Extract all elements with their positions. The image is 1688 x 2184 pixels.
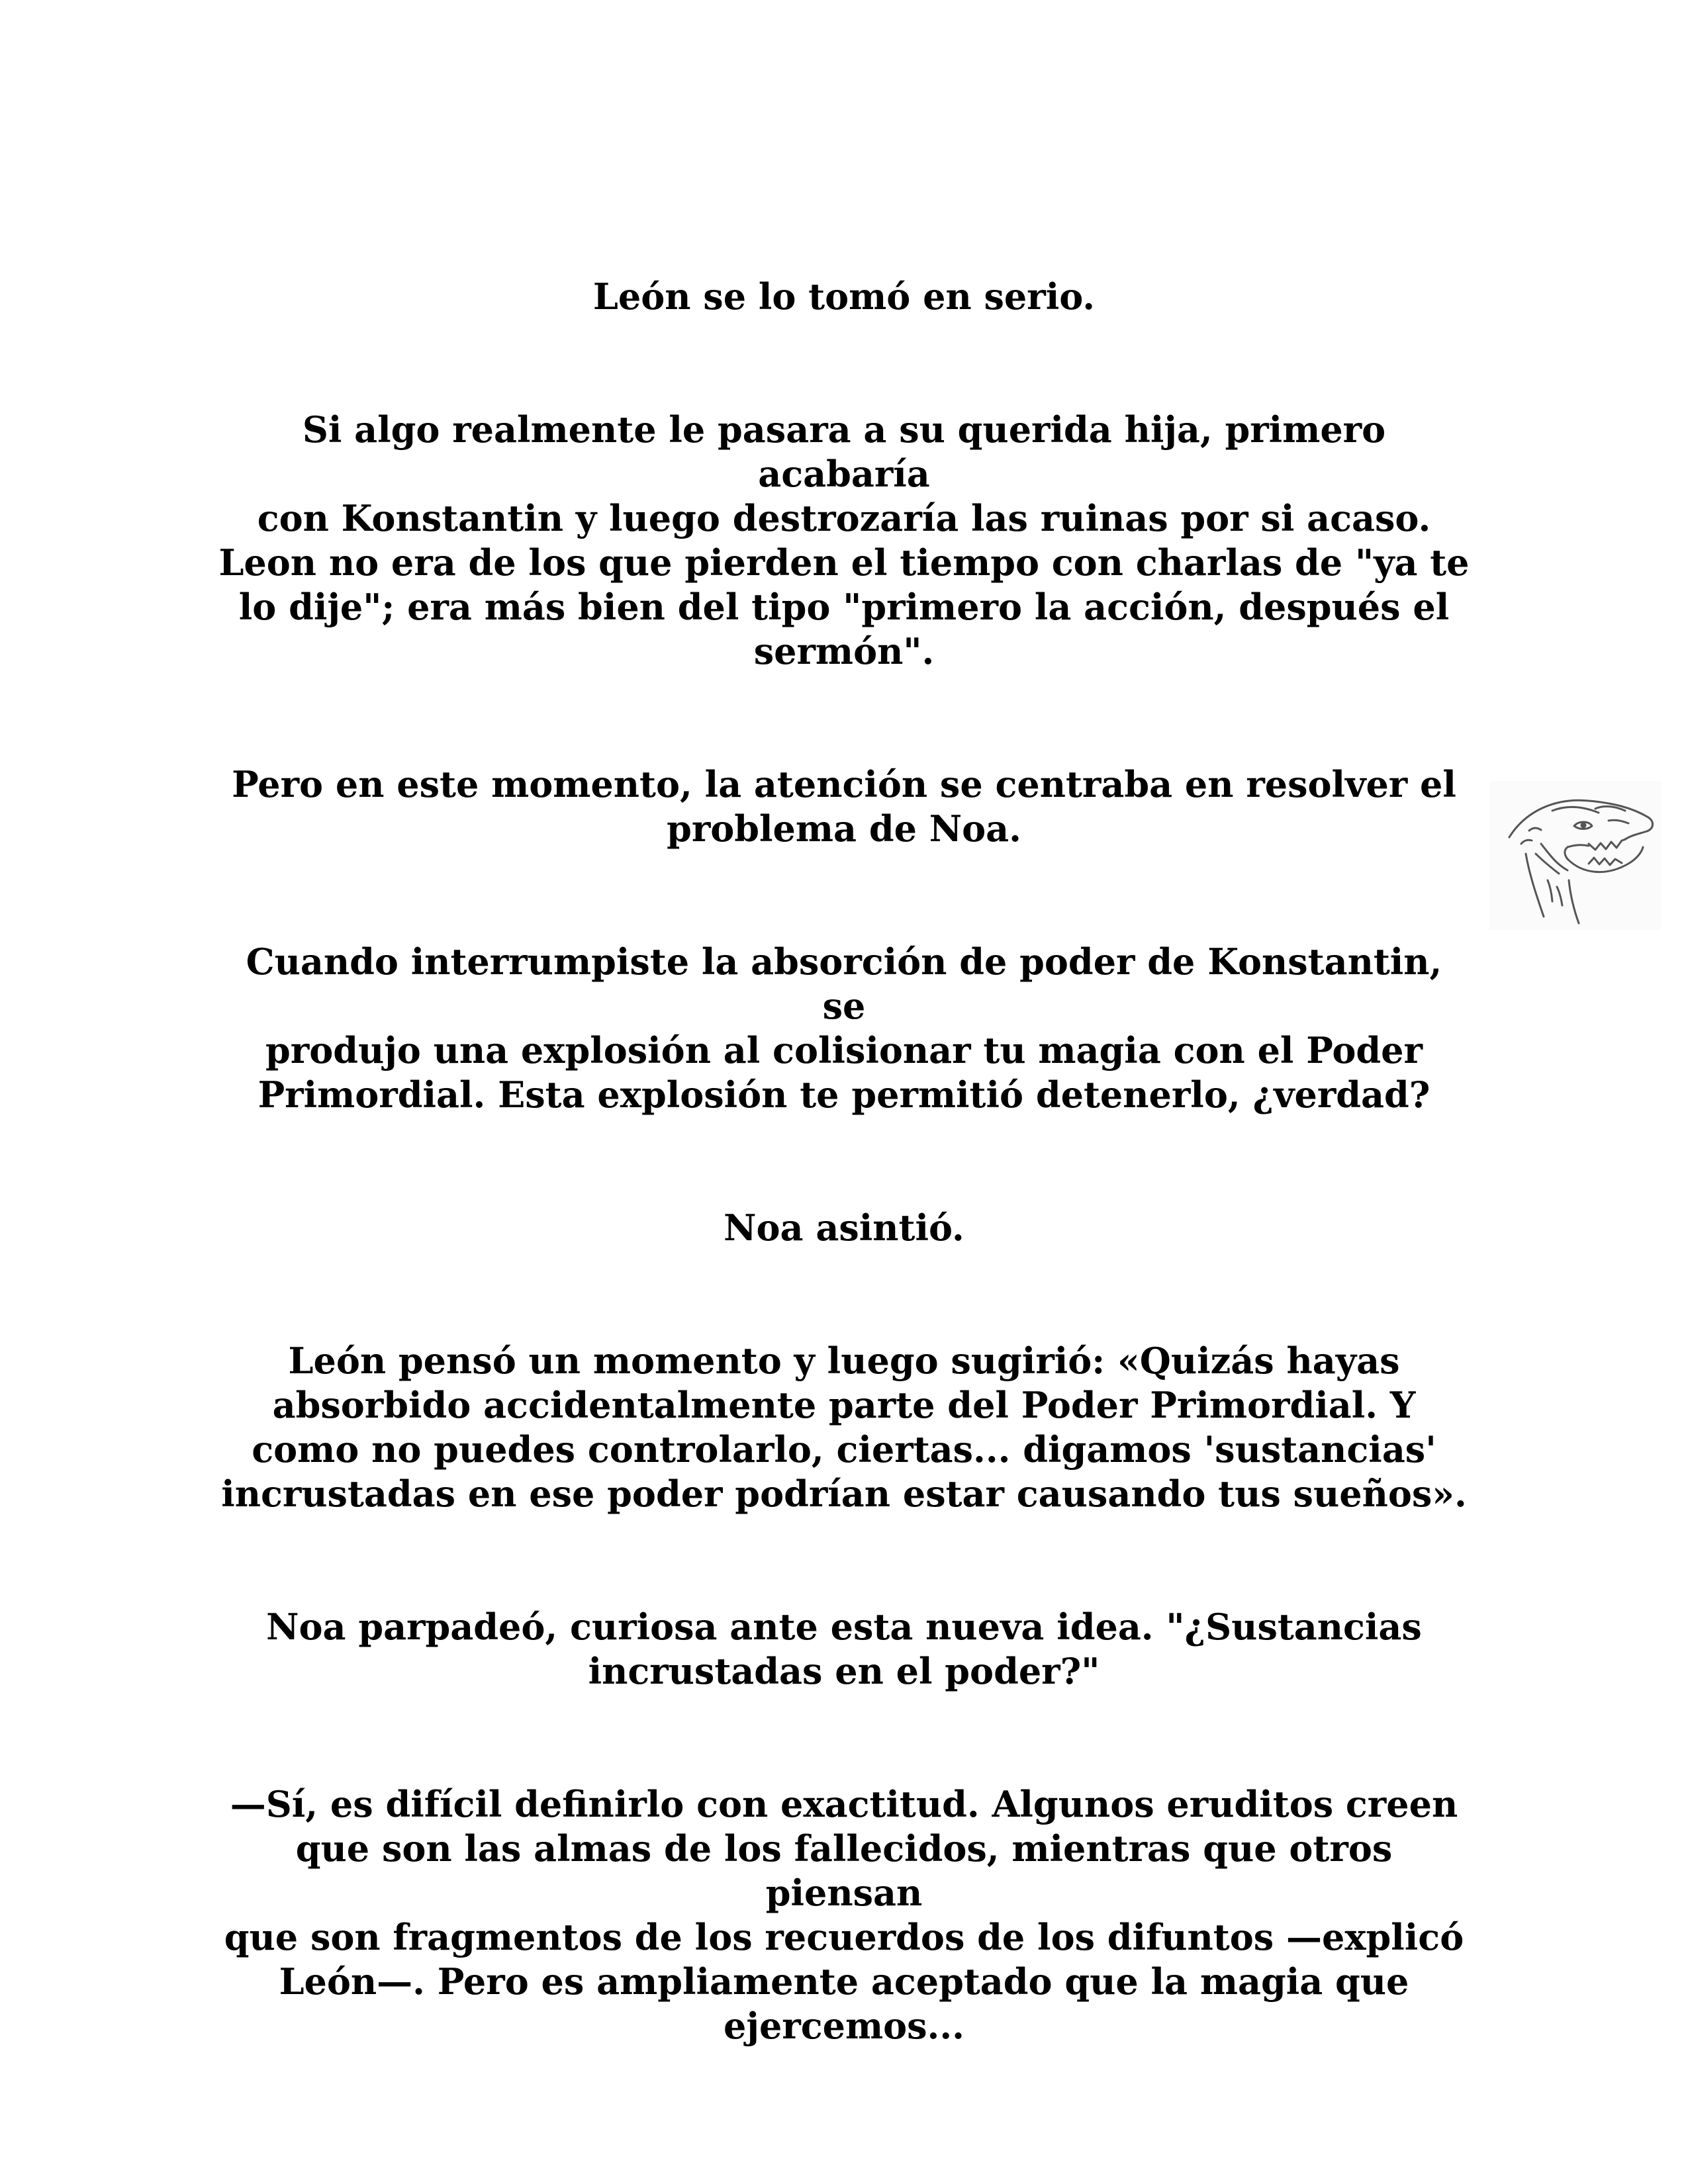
paragraph-6: León pensó un momento y luego sugirió: «Quizás hayas absorbido accidentalmente parte del Poder Primordial. Y como no puedes controlarlo, ciertas... digamos 'sustancias' incrustadas en ese poder podrían estar causando tus sueños».: [221, 1340, 1467, 1515]
story-text: [218, 275, 1470, 2048]
paragraph-2: Si algo realmente le pasara a su querida hija, primero acabaría con Konstantin y luego destrozaría las ruinas por si acaso. Leon no era de los que pierden el tiempo con charlas de "ya te lo dije"; era más bien del tipo "primero la acción, después el sermón".: [218, 408, 1470, 672]
paragraph-5: Noa asintió.: [724, 1206, 964, 1249]
paragraph-1: León se lo tomó en serio.: [592, 275, 1096, 318]
dinosaur-head-icon: [1489, 781, 1662, 930]
paragraph-7: Noa parpadeó, curiosa ante esta nueva idea. "¿Sustancias incrustadas en el poder?": [266, 1606, 1422, 1692]
paragraph-8: —Sí, es difícil definirlo con exactitud. Algunos eruditos creen que son las almas de los fallecidos, mientras que otros piensan que son fragmentos de los recuerdos de los difuntos —explicó León—. Pero es ampliamente aceptado que la magia que ejercemos...: [224, 1783, 1464, 2047]
paragraph-3: Pero en este momento, la atención se centraba en resolver el problema de Noa.: [232, 763, 1456, 850]
paragraph-4: Cuando interrumpiste la absorción de poder de Konstantin, se produjo una explosión al colisionar tu magia con el Poder Primordial. Esta explosión te permitió detenerlo, ¿verdad?: [246, 940, 1442, 1116]
